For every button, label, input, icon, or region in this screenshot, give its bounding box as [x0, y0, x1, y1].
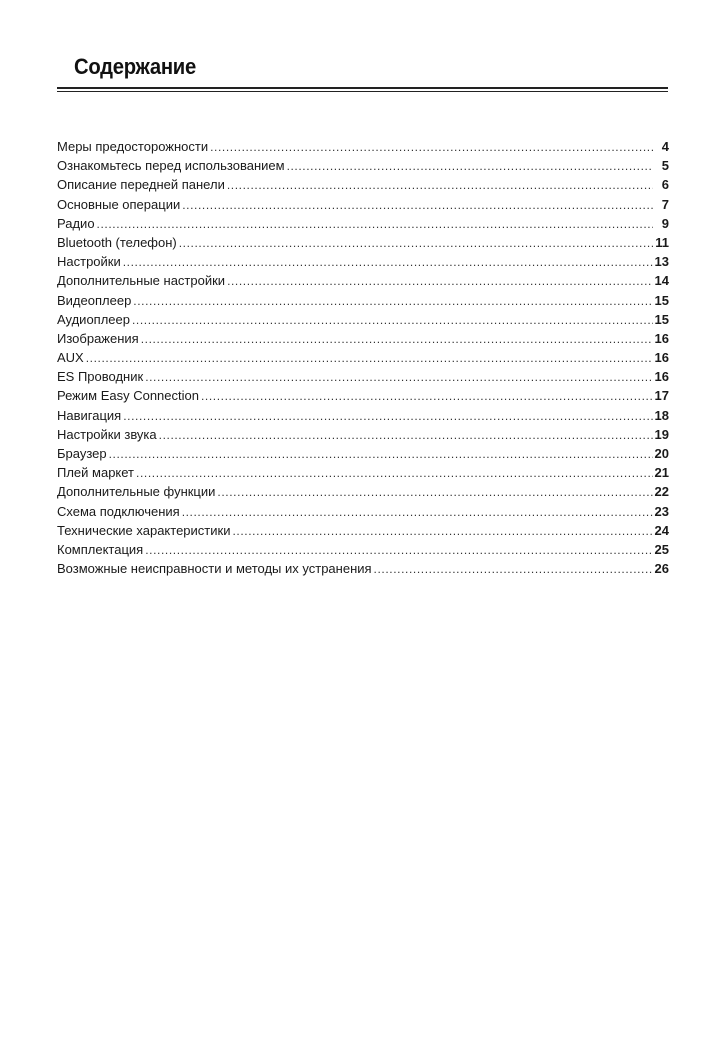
toc-entry[interactable] — [57, 195, 669, 214]
toc-entry-label: Аудиоплеер — [57, 311, 130, 327]
toc-dot-leader — [136, 464, 653, 482]
toc-dot-leader — [132, 311, 653, 329]
toc-entry-label: AUX — [57, 350, 84, 366]
toc-dot-leader — [97, 215, 653, 233]
toc-entry[interactable] — [57, 348, 669, 367]
toc-entry-label: Плей маркет — [57, 465, 135, 481]
toc-entry-label: Навигация — [57, 407, 122, 423]
toc-entry-page: 14 — [654, 273, 669, 289]
toc-entry-page: 16 — [654, 330, 669, 346]
toc-entry-label: Описание передней панели — [57, 177, 225, 193]
toc-entry-page: 16 — [654, 369, 669, 385]
toc-entry-page: 26 — [654, 561, 669, 577]
toc-dot-leader — [133, 292, 652, 310]
toc-entry[interactable] — [57, 425, 669, 444]
toc-entry[interactable] — [57, 559, 669, 578]
toc-dot-leader — [182, 503, 653, 521]
toc-entry-label: Меры предосторожности — [57, 139, 209, 154]
toc-entry[interactable] — [57, 233, 669, 252]
toc-dot-leader — [210, 138, 653, 156]
toc-entry[interactable] — [57, 521, 669, 540]
toc-entry-label: Дополнительные настройки — [57, 273, 226, 289]
toc-entry-page: 9 — [661, 215, 669, 231]
toc-dot-leader — [159, 426, 653, 444]
toc-entry[interactable] — [57, 156, 669, 175]
toc-entry-label: Радио — [57, 215, 95, 231]
toc-entry[interactable] — [57, 444, 669, 463]
toc-entry-label: Видеоплеер — [57, 292, 132, 308]
toc-dot-leader — [123, 407, 652, 425]
toc-entry-label: Схема подключения — [57, 503, 180, 519]
toc-entry-label: Ознакомьтесь перед использованием — [57, 158, 285, 174]
toc-entry-page: 11 — [655, 234, 669, 250]
page-title: Содержание — [74, 54, 196, 79]
toc-entry[interactable] — [57, 137, 669, 156]
toc-entry[interactable] — [57, 310, 669, 329]
toc-entry[interactable] — [57, 252, 669, 271]
toc-dot-leader — [227, 176, 653, 194]
toc-entry-label: ES Проводник — [57, 369, 144, 385]
toc-entry-label: Основные операции — [57, 196, 181, 212]
toc-entry-page: 21 — [654, 465, 669, 481]
toc-dot-leader — [201, 387, 653, 405]
toc-entry[interactable] — [57, 502, 669, 521]
toc-entry[interactable] — [57, 482, 669, 501]
toc-entry-page: 6 — [661, 177, 669, 193]
toc-entry-label: Технические характеристики — [57, 522, 231, 538]
toc-entry-label: Настройки звука — [57, 426, 157, 442]
toc-dot-leader — [141, 330, 653, 348]
toc-dot-leader — [287, 157, 653, 175]
toc-dot-leader — [123, 253, 653, 271]
table-of-contents — [57, 137, 669, 578]
toc-entry-page: 5 — [661, 158, 669, 174]
title-underline-thin — [57, 91, 668, 92]
toc-entry-page: 22 — [654, 484, 669, 500]
toc-entry-page: 16 — [654, 350, 669, 366]
toc-dot-leader — [217, 483, 652, 501]
toc-entry-page: 13 — [654, 254, 669, 270]
toc-dot-leader — [179, 234, 653, 252]
toc-dot-leader — [374, 560, 653, 578]
toc-entry-label: Дополнительные функции — [57, 484, 216, 500]
toc-entry[interactable] — [57, 540, 669, 559]
toc-entry-page: 24 — [654, 522, 669, 538]
toc-entry-page: 25 — [654, 541, 669, 557]
toc-entry-label: Изображения — [57, 330, 139, 346]
toc-entry-label: Настройки — [57, 254, 121, 270]
toc-entry[interactable] — [57, 386, 669, 405]
toc-entry[interactable] — [57, 271, 669, 290]
toc-dot-leader — [145, 541, 652, 559]
title-underline-thick — [57, 87, 668, 89]
toc-entry[interactable] — [57, 463, 669, 482]
toc-dot-leader — [86, 349, 653, 367]
toc-entry-label: Возможные неисправности и методы их устранения — [57, 561, 372, 577]
toc-entry-page: 18 — [654, 407, 669, 423]
toc-entry-page: 20 — [654, 446, 669, 461]
toc-entry-page: 15 — [654, 311, 669, 327]
toc-entry[interactable] — [57, 214, 669, 233]
toc-entry-label: Режим Easy Connection — [57, 388, 199, 404]
toc-entry-label: Браузер — [57, 446, 107, 461]
toc-entry[interactable] — [57, 175, 669, 194]
toc-entry-label: Bluetooth (телефон) — [57, 234, 177, 250]
toc-entry-page: 4 — [661, 139, 669, 154]
toc-dot-leader — [182, 196, 653, 214]
toc-entry-page: 15 — [654, 292, 669, 308]
toc-entry[interactable] — [57, 406, 669, 425]
toc-dot-leader — [145, 368, 652, 386]
toc-entry-label: Комплектация — [57, 541, 144, 557]
toc-dot-leader — [109, 445, 653, 463]
toc-entry[interactable] — [57, 329, 669, 348]
toc-entry-page: 17 — [654, 388, 669, 404]
toc-entry-page: 7 — [661, 196, 669, 212]
toc-entry-page: 23 — [654, 503, 669, 519]
toc-entry[interactable] — [57, 367, 669, 386]
toc-entry[interactable] — [57, 291, 669, 310]
toc-dot-leader — [232, 522, 652, 540]
toc-dot-leader — [227, 272, 652, 290]
toc-entry-page: 19 — [654, 426, 669, 442]
